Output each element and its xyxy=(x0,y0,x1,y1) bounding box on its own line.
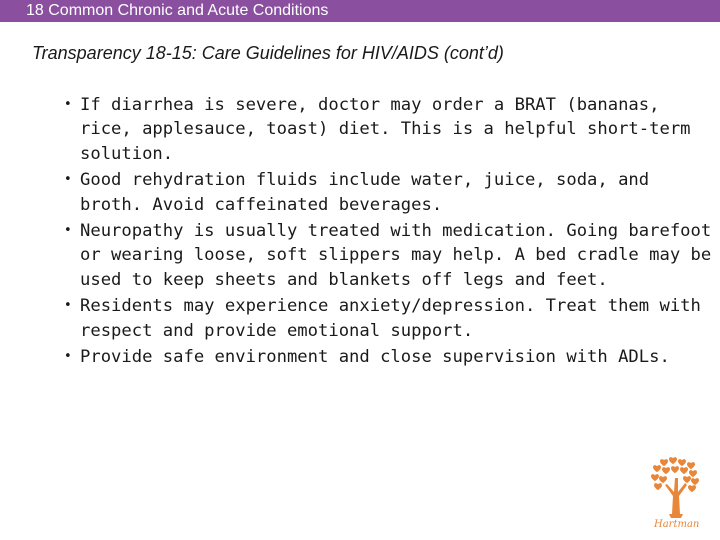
bullet-icon: • xyxy=(64,349,72,365)
slide-title: Transparency 18-15: Care Guidelines for HIV/AIDS (cont’d) xyxy=(32,43,504,63)
bullet-item xyxy=(62,219,712,292)
bullet-text: Neuropathy is usually treated with medication. Going barefoot or wearing loose, soft slippers may help. A bed cradle may be used to keep sheets and blankets off legs and feet. xyxy=(80,221,712,290)
bullet-icon: • xyxy=(64,298,72,314)
bullet-icon: • xyxy=(64,172,72,188)
bullet-item xyxy=(62,345,712,369)
header-bar xyxy=(0,0,720,22)
bullet-text: Provide safe environment and close supervision with ADLs. xyxy=(80,347,670,368)
bullet-icon: • xyxy=(64,223,72,239)
bullet-list xyxy=(62,93,712,371)
bullet-text: Good rehydration fluids include water, juice, soda, and broth. Avoid caffeinated beverages. xyxy=(80,170,650,215)
bullet-text: Residents may experience anxiety/depression. Treat them with respect and provide emotional support. xyxy=(80,296,701,341)
header-title: 18 Common Chronic and Acute Conditions xyxy=(26,2,329,19)
bullet-item xyxy=(62,93,712,166)
bullet-icon: • xyxy=(64,97,72,112)
bullet-item xyxy=(62,294,712,343)
bullet-text: If diarrhea is severe, doctor may order a BRAT (bananas, rice, applesauce, toast) diet. This is a helpful short-term solution. xyxy=(80,95,691,164)
logo-text: Hartman xyxy=(654,519,700,530)
bullet-item xyxy=(62,168,712,217)
